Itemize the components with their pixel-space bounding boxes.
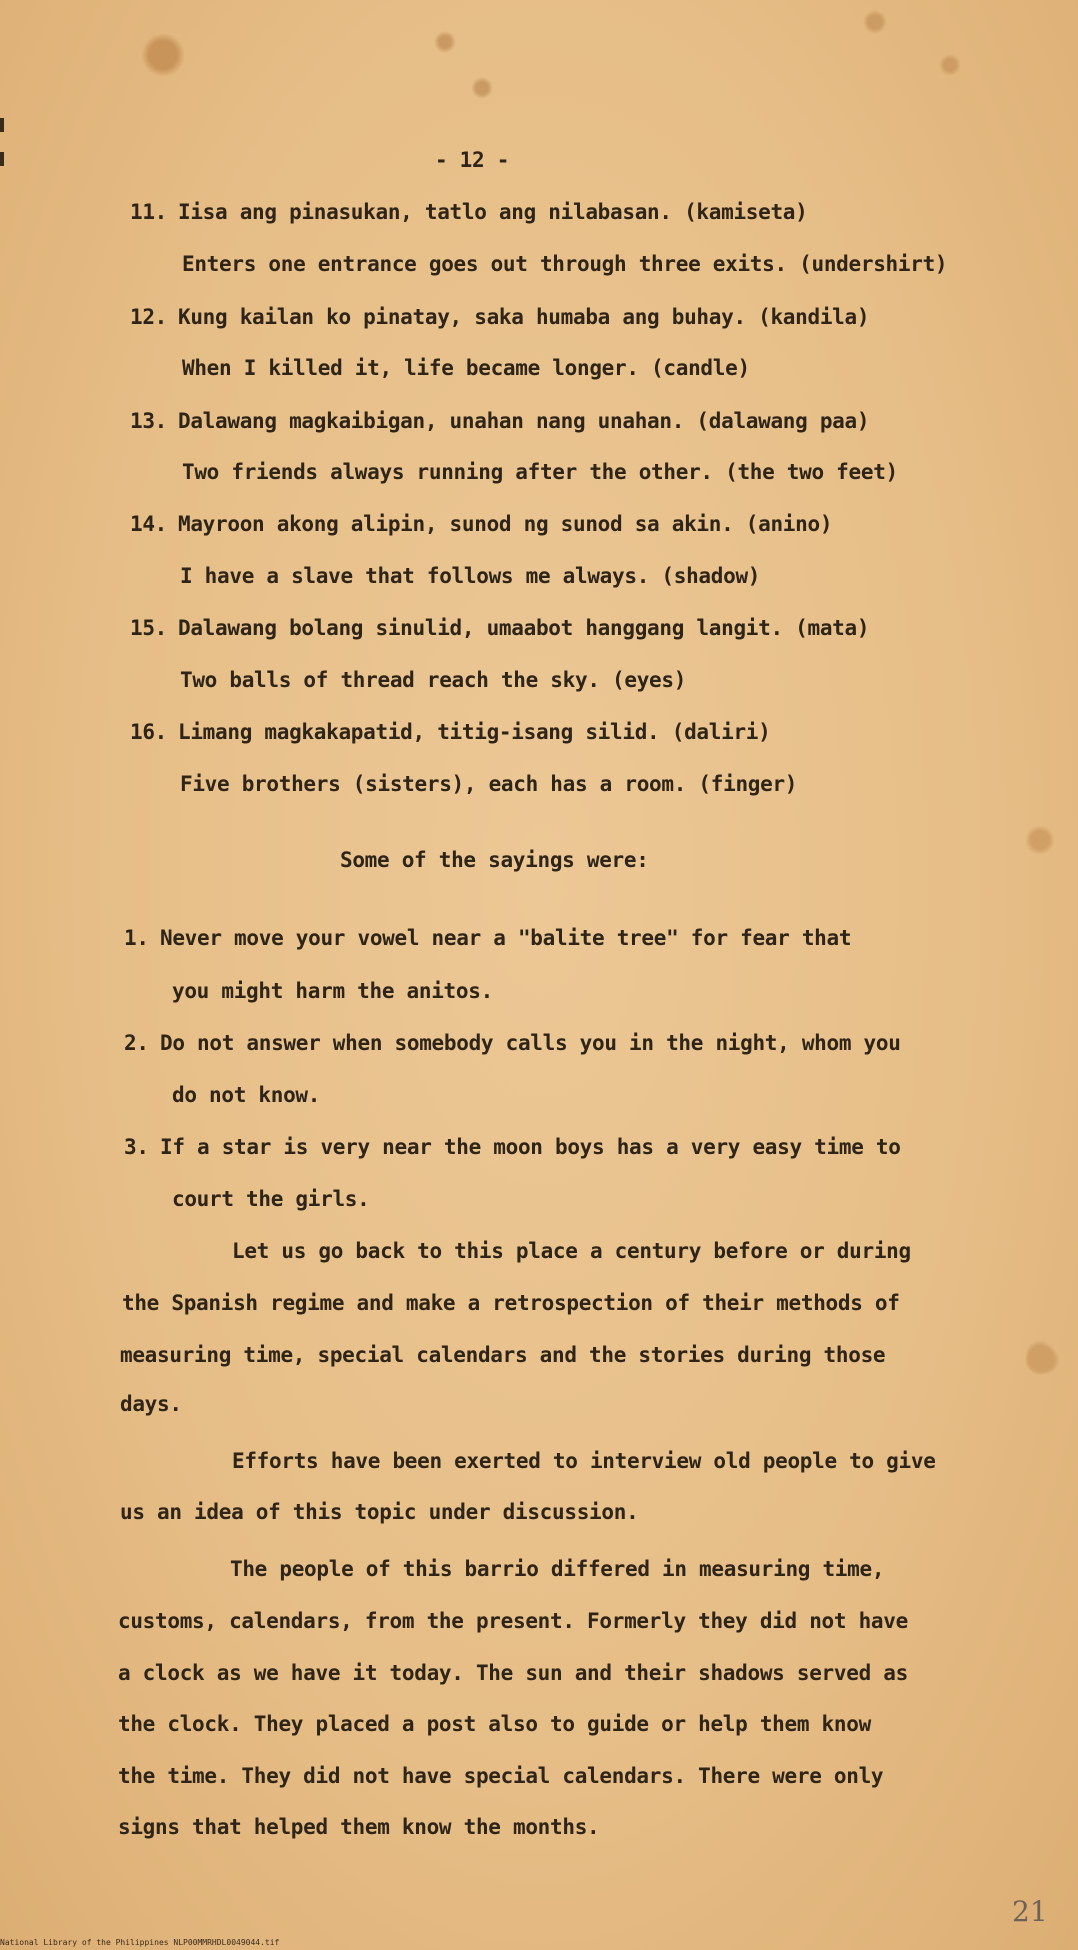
saying-line: do not know. [172,1083,321,1107]
saying-line: Do not answer when somebody calls you in the night, whom you [160,1031,901,1055]
paragraph-line: The people of this barrio differed in measuring time, [230,1557,885,1581]
scan-footer: National Library of the Philippines NLP00MMRHDL0049044.tif [0,1938,280,1947]
saying-line: Never move your vowel near a "balite tree" for fear that [160,926,852,950]
handwritten-page-number: 21 [1012,1895,1048,1928]
edge-mark [0,152,4,166]
paragraph-line: the Spanish regime and make a retrospection of their methods of [122,1291,900,1315]
riddle-number: 14. [130,512,168,536]
riddle-english: Two friends always running after the other. (the two feet) [182,460,898,484]
riddle-english: I have a slave that follows me always. (shadow) [180,564,761,588]
sayings-heading: Some of the sayings were: [340,848,649,872]
paragraph-line: a clock as we have it today. The sun and their shadows served as [118,1661,908,1685]
riddle-tagalog: Dalawang magkaibigan, unahan nang unahan. (dalawang paa) [178,409,870,433]
saying-line: you might harm the anitos. [172,979,493,1003]
paragraph-line: the clock. They placed a post also to guide or help them know [118,1712,871,1736]
saying-number: 2. [124,1031,149,1055]
paragraph-line: signs that helped them know the months. [118,1815,600,1839]
riddle-tagalog: Dalawang bolang sinulid, umaabot hanggang langit. (mata) [178,616,870,640]
paragraph-line: days. [120,1392,182,1416]
paragraph-line: Efforts have been exerted to interview old people to give [232,1449,936,1473]
riddle-english: When I killed it, life became longer. (candle) [182,356,750,380]
riddle-tagalog: Mayroon akong alipin, sunod ng sunod sa akin. (anino) [178,512,833,536]
saying-line: court the girls. [172,1187,370,1211]
riddle-tagalog: Kung kailan ko pinatay, saka humaba ang buhay. (kandila) [178,305,870,329]
riddle-number: 11. [130,200,168,224]
saying-number: 3. [124,1135,149,1159]
page-number: - 12 - [435,148,510,172]
saying-line: If a star is very near the moon boys has a very easy time to [160,1135,901,1159]
riddle-english: Two balls of thread reach the sky. (eyes) [180,668,687,692]
riddle-english: Five brothers (sisters), each has a room. (finger) [180,772,798,796]
paragraph-line: us an idea of this topic under discussion. [120,1500,639,1524]
paragraph-line: customs, calendars, from the present. Formerly they did not have [118,1609,908,1633]
edge-mark [0,118,4,132]
riddle-english: Enters one entrance goes out through three exits. (undershirt) [182,252,948,276]
paragraph-line: the time. They did not have special calendars. There were only [118,1764,884,1788]
riddle-tagalog: Iisa ang pinasukan, tatlo ang nilabasan. (kamiseta) [178,200,808,224]
riddle-number: 15. [130,616,168,640]
paragraph-line: Let us go back to this place a century before or during [232,1239,911,1263]
riddle-number: 16. [130,720,168,744]
riddle-number: 13. [130,409,168,433]
paragraph-line: measuring time, special calendars and the stories during those [120,1343,886,1367]
riddle-number: 12. [130,305,168,329]
riddle-tagalog: Limang magkakapatid, titig-isang silid. (daliri) [178,720,771,744]
saying-number: 1. [124,926,149,950]
